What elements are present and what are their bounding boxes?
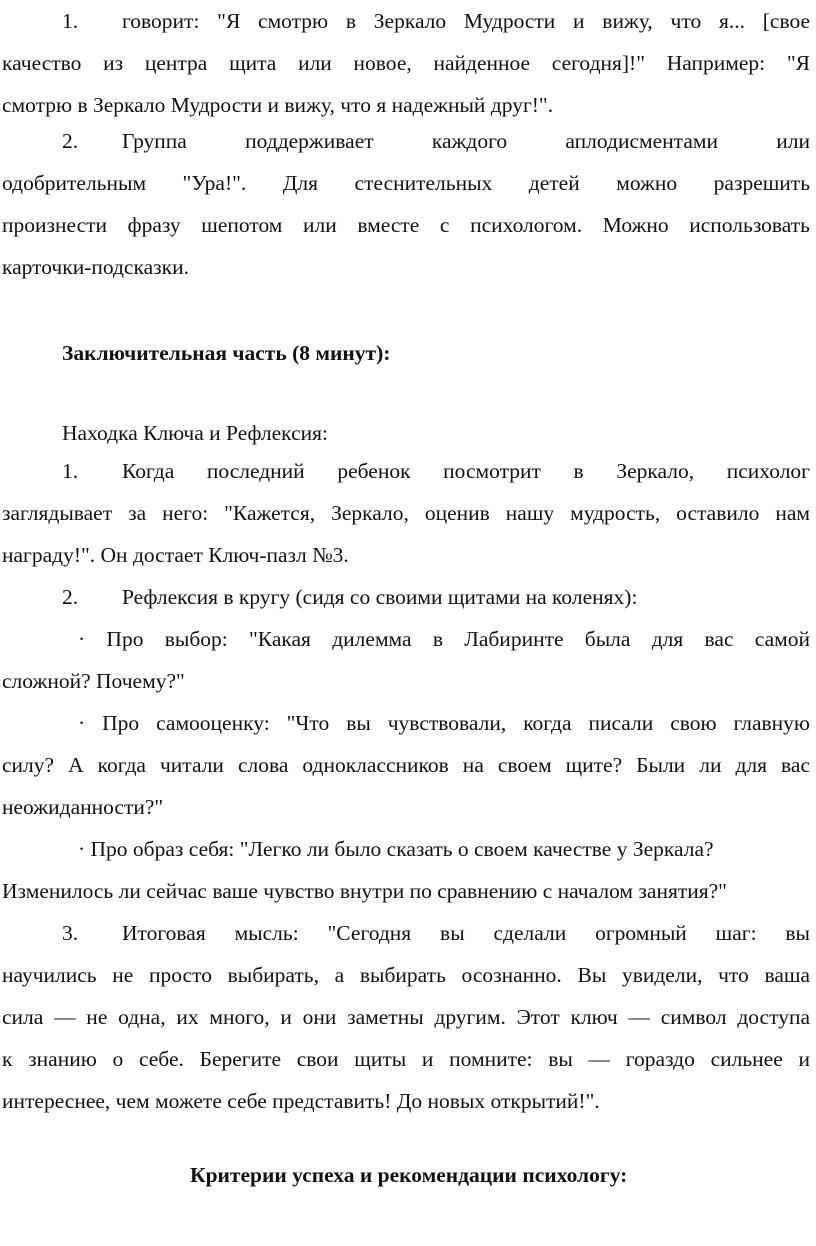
paragraph-line: 2. Группа поддерживает каждого аплодисментами или xyxy=(2,120,810,162)
paragraph-line: 1. говорит: "Я смотрю в Зеркало Мудрости и вижу, что я... [свое xyxy=(2,0,810,42)
paragraph-line: сложной? Почему?" xyxy=(2,669,185,693)
paragraph-line: Изменилось ли сейчас ваше чувство внутри по сравнению с началом занятия?" xyxy=(2,879,727,903)
bullet-self-image xyxy=(2,828,810,912)
paragraph-line: заглядывает за него: "Кажется, Зеркало, оценив нашу мудрость, оставило нам xyxy=(2,501,810,525)
list-number: 1. xyxy=(62,9,79,33)
paragraph-line: · Про выбор: "Какая дилемма в Лабиринте была для вас самой xyxy=(78,627,810,651)
paragraph-line: карточки-подсказки. xyxy=(2,255,189,279)
list-number: 3. xyxy=(62,921,79,945)
paragraph-line: сила — не одна, их много, и они заметны другим. Этот ключ — символ доступа xyxy=(2,1005,810,1029)
paragraph-line: · Про самооценку: "Что вы чувствовали, когда писали свою главную xyxy=(78,711,810,735)
final-list-item-2 xyxy=(2,576,810,618)
list-item-2 xyxy=(2,120,810,288)
list-item-1-continued xyxy=(2,0,810,126)
paragraph-line: неожиданности?" xyxy=(2,795,164,819)
paragraph-line: награду!". Он достает Ключ-пазл №3. xyxy=(2,543,349,567)
bullet-choice xyxy=(2,618,810,702)
paragraph-line: 1. Когда последний ребенок посмотрит в Зеркало, психолог xyxy=(2,450,810,492)
list-number: 2. xyxy=(62,129,79,153)
paragraph-line: произнести фразу шепотом или вместе с психологом. Можно использовать xyxy=(2,213,810,237)
subheading: Находка Ключа и Рефлексия: xyxy=(62,421,328,445)
paragraph-line: к знанию о себе. Берегите свои щиты и помните: вы — гораздо сильнее и xyxy=(2,1047,810,1071)
final-list-item-3 xyxy=(2,912,810,1122)
paragraph-line: научились не просто выбирать, а выбирать осознанно. Вы увидели, что ваша xyxy=(2,963,810,987)
bullet-self-esteem xyxy=(2,702,810,828)
paragraph-line: интереснее, чем можете себе представить! До новых открытий!". xyxy=(2,1089,600,1113)
final-list-item-1 xyxy=(2,450,810,576)
paragraph-line: одобрительным "Ура!". Для стеснительных детей можно разрешить xyxy=(2,171,810,195)
section-heading: Заключительная часть (8 минут): xyxy=(62,341,391,365)
paragraph-line: 2. Рефлексия в кругу (сидя со своими щитами на коленях): xyxy=(2,576,810,618)
paragraph-line: качество из центра щита или новое, найденное сегодня]!" Например: "Я xyxy=(2,51,810,75)
list-number: 2. xyxy=(62,585,79,609)
paragraph-line: · Про образ себя: "Легко ли было сказать о своем качестве у Зеркала? xyxy=(78,837,714,861)
footer-heading: Критерии успеха и рекомендации психологу: xyxy=(190,1163,628,1187)
paragraph-line: силу? А когда читали слова одноклассников на своем щите? Были ли для вас xyxy=(2,753,810,777)
list-number: 1. xyxy=(62,459,79,483)
paragraph-line: 3. Итоговая мысль: "Сегодня вы сделали огромный шаг: вы xyxy=(2,912,810,954)
paragraph-line: смотрю в Зеркало Мудрости и вижу, что я надежный друг!". xyxy=(2,93,554,117)
